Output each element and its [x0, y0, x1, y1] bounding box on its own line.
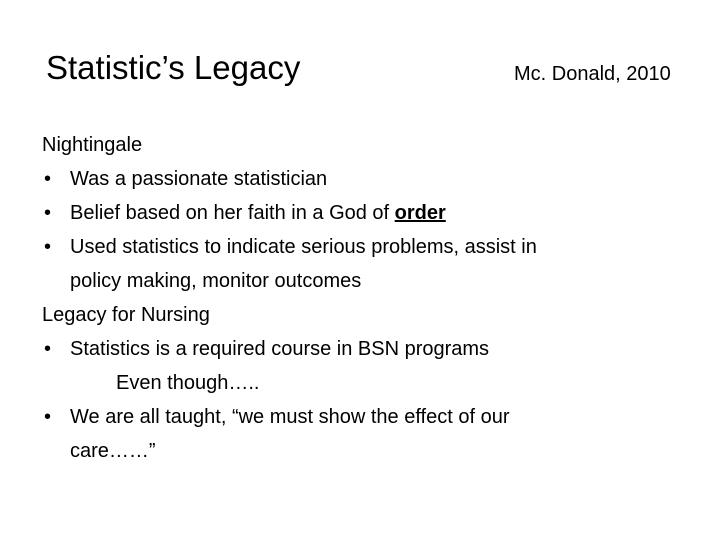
bullet-marker: • — [44, 202, 52, 224]
bullet-marker: • — [44, 338, 52, 360]
bullet-item — [42, 332, 692, 366]
bullet-item — [42, 162, 692, 196]
bullet-item — [42, 230, 692, 264]
bullet-text — [70, 196, 446, 230]
sub-note: Even though….. — [116, 372, 260, 394]
bullet-text: Used statistics to indicate serious problems, assist in — [70, 236, 537, 258]
emphasis-word: order — [394, 202, 446, 224]
bullet-continuation: care……” — [70, 440, 156, 462]
bullet-marker: • — [44, 168, 52, 190]
bullet-text: Was a passionate statistician — [70, 168, 328, 190]
slide-citation: Mc. Donald, 2010 — [514, 63, 671, 85]
slide-title: Statistic’s Legacy — [46, 49, 301, 86]
bullet-item — [42, 400, 692, 434]
bullet-text-lead: Belief based on her faith in a God of — [70, 202, 395, 224]
bullet-marker: • — [44, 406, 52, 428]
bullet-text: We are all taught, “we must show the effect of our — [70, 406, 510, 428]
section-heading-nightingale: Nightingale — [42, 134, 143, 156]
bullet-continuation: policy making, monitor outcomes — [70, 270, 362, 292]
slide-body — [42, 128, 692, 468]
section-heading-legacy: Legacy for Nursing — [42, 304, 210, 326]
bullet-text: Statistics is a required course in BSN programs — [70, 338, 490, 360]
bullet-item — [42, 196, 692, 230]
bullet-marker: • — [44, 236, 52, 258]
